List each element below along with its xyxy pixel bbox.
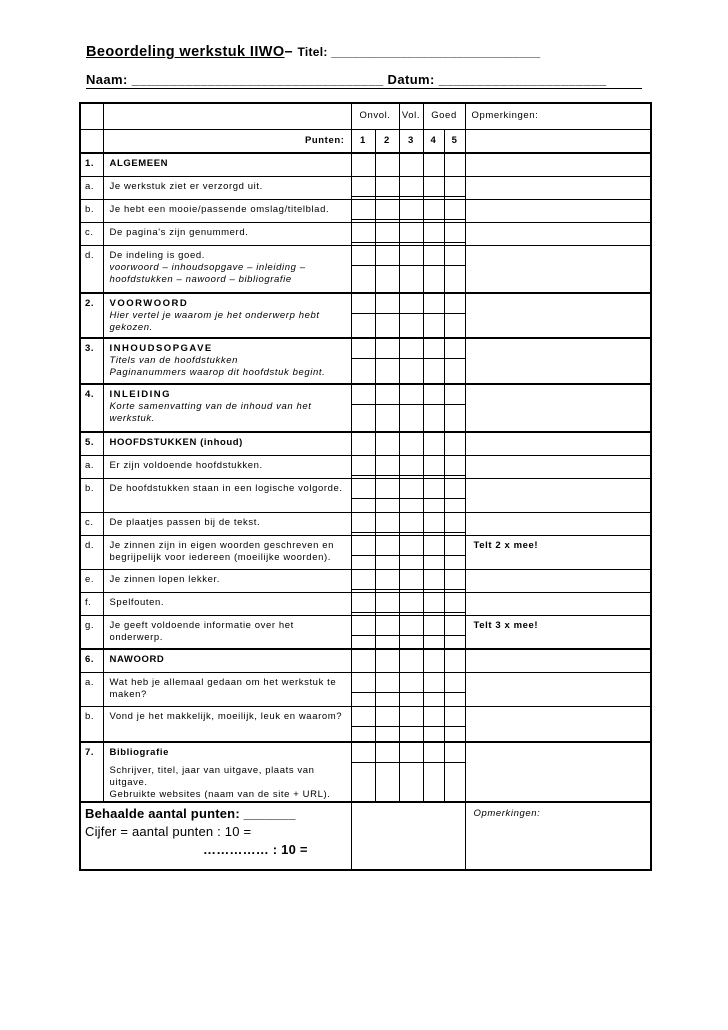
section-row: 6. NAWOORD [80,649,651,672]
score-box[interactable] [376,479,399,499]
weight-note: Telt 2 x mee! [465,535,651,569]
score-cell[interactable] [423,153,444,176]
totals-row [80,802,651,870]
score-cell[interactable] [351,455,375,478]
score-box[interactable] [400,294,423,314]
score-box[interactable] [400,616,423,636]
score-cell[interactable] [444,338,465,384]
score-cell[interactable] [399,338,423,384]
score-box[interactable] [424,246,444,266]
score-box[interactable] [352,743,375,763]
score-cell[interactable] [351,432,375,455]
score-box[interactable] [400,385,423,405]
score-box[interactable] [352,223,375,243]
score-box[interactable] [376,616,399,636]
score-box[interactable] [376,456,399,476]
criterion-row: g. Je geeft voldoende informatie over het onderwerp. Telt 3 x mee! [80,615,651,649]
col-vol: Vol. [399,103,423,129]
score-cell[interactable] [444,649,465,672]
score-box[interactable] [352,177,375,197]
score-box[interactable] [445,743,465,763]
score-cell[interactable] [351,153,375,176]
score-cell[interactable] [444,245,465,293]
score-box[interactable] [424,673,444,693]
section-title: Bibliografie [109,747,169,758]
points-row [80,129,651,153]
final-remarks[interactable]: Opmerkingen: [465,802,651,870]
score-box[interactable] [424,536,444,556]
score-3: 3 [399,129,423,153]
score-box[interactable] [424,570,444,590]
score-box[interactable] [352,593,375,613]
score-box[interactable] [376,743,399,763]
score-cell[interactable] [423,199,444,222]
score-cell[interactable] [375,478,399,512]
score-cell[interactable] [423,176,444,199]
score-cell[interactable] [351,478,375,512]
score-cell[interactable] [399,432,423,455]
score-box[interactable] [352,479,375,499]
score-cell[interactable] [423,615,444,649]
section-row: 4. INLEIDING Korte samenvatting van de inhoud van het werkstuk. [80,384,651,432]
score-box[interactable] [400,536,423,556]
section-title: INHOUDSOPGAVE [109,343,213,354]
score-box[interactable] [376,200,399,220]
score-box[interactable] [445,385,465,405]
score-cell[interactable] [399,535,423,569]
remark-cell[interactable] [465,649,651,672]
score-cell[interactable] [351,222,375,245]
score-cell[interactable] [399,222,423,245]
score-cell[interactable] [423,706,444,742]
score-cell[interactable] [375,245,399,293]
score-cell[interactable] [375,706,399,742]
score-box[interactable] [424,593,444,613]
score-box[interactable] [376,570,399,590]
score-box[interactable] [376,707,399,727]
section-title: VOORWOORD [109,298,189,309]
remark-cell[interactable] [465,199,651,222]
score-box[interactable] [376,673,399,693]
section-title: NAWOORD [103,649,351,672]
score-cell[interactable] [444,535,465,569]
score-cell[interactable] [423,338,444,384]
remark-cell[interactable] [465,432,651,455]
score-cell[interactable] [351,384,375,432]
score-cell[interactable] [423,535,444,569]
score-box[interactable] [376,339,399,359]
score-box[interactable] [376,513,399,533]
score-box[interactable] [352,339,375,359]
score-cell[interactable] [423,569,444,592]
score-cell[interactable] [399,592,423,615]
score-box[interactable] [400,223,423,243]
score-cell[interactable] [399,384,423,432]
score-box[interactable] [424,707,444,727]
score-box[interactable] [424,294,444,314]
score-cell[interactable] [351,569,375,592]
score-box[interactable] [445,177,465,197]
score-box[interactable] [400,200,423,220]
score-box[interactable] [445,339,465,359]
criterion-row: b. De hoofdstukken staan in een logische volgorde. [80,478,651,512]
remark-cell[interactable] [465,569,651,592]
remark-cell[interactable] [465,245,651,293]
score-box[interactable] [445,570,465,590]
score-cell[interactable] [351,338,375,384]
score-cell[interactable] [444,199,465,222]
title-field-label[interactable]: Titel: ______________________________ [297,45,541,59]
grade-calculation[interactable]: …………… : 10 = [203,842,308,857]
score-box[interactable] [400,246,423,266]
score-box[interactable] [424,479,444,499]
score-cell[interactable] [351,706,375,742]
score-box[interactable] [352,673,375,693]
score-cell[interactable] [444,384,465,432]
score-box[interactable] [400,479,423,499]
score-cell[interactable] [423,245,444,293]
score-cell[interactable] [444,478,465,512]
col-opmerkingen: Opmerkingen: [465,103,651,129]
score-box[interactable] [400,513,423,533]
score-cell[interactable] [423,222,444,245]
score-cell[interactable] [423,672,444,706]
score-box[interactable] [445,593,465,613]
score-box[interactable] [376,177,399,197]
score-4: 4 [423,129,444,153]
score-cell[interactable] [375,153,399,176]
score-cell[interactable] [351,512,375,535]
score-box[interactable] [400,707,423,727]
score-box[interactable] [352,707,375,727]
score-cell[interactable] [399,649,423,672]
score-cell[interactable] [399,245,423,293]
score-cell[interactable] [444,222,465,245]
score-box[interactable] [352,536,375,556]
score-cell[interactable] [423,384,444,432]
section-row: 3. INHOUDSOPGAVE Titels van de hoofdstukken Paginanummers waarop dit hoofdstuk begint. [80,338,651,384]
remark-cell[interactable] [465,672,651,706]
score-box[interactable] [400,570,423,590]
score-cell[interactable] [423,512,444,535]
section-row: 2. VOORWOORD Hier vertel je waarom je het onderwerp hebt gekozen. [80,293,651,338]
score-cell[interactable] [351,176,375,199]
remark-cell[interactable] [465,293,651,338]
score-box[interactable] [445,246,465,266]
score-cell[interactable] [423,293,444,338]
score-cell[interactable] [351,535,375,569]
form-title [86,44,541,60]
score-1: 1 [351,129,375,153]
totals-cell [80,802,351,870]
score-box[interactable] [400,673,423,693]
score-box[interactable] [352,616,375,636]
score-cell[interactable] [375,649,399,672]
score-cell[interactable] [423,432,444,455]
score-box[interactable] [424,513,444,533]
remark-cell[interactable] [465,384,651,432]
section-row: 7. Bibliografie Schrijver, titel, jaar van uitgave, plaats van uitgave. Gebruikte websites (naam van de site + URL). [80,742,651,802]
criterion-row: a. Je werkstuk ziet er verzorgd uit. [80,176,651,199]
remark-cell[interactable] [465,455,651,478]
score-box[interactable] [445,456,465,476]
score-cell[interactable] [351,199,375,222]
name-date-line[interactable]: Naam: _________________________________ Datum: ______________________ [86,72,607,87]
score-box[interactable] [376,294,399,314]
score-box[interactable] [445,707,465,727]
score-cell[interactable] [444,293,465,338]
score-cell[interactable] [444,432,465,455]
score-box[interactable] [352,385,375,405]
criterion-row: c. De pagina's zijn genummerd. [80,222,651,245]
score-cell[interactable] [444,569,465,592]
criterion-row: a. Er zijn voldoende hoofdstukken. [80,455,651,478]
total-points-field[interactable]: Behaalde aantal punten: _______ [85,806,296,821]
header-divider [86,88,642,89]
score-cell[interactable] [423,592,444,615]
score-box[interactable] [400,177,423,197]
score-cell[interactable] [375,742,399,802]
remark-cell[interactable] [465,338,651,384]
score-cell[interactable] [399,478,423,512]
score-cell[interactable] [375,672,399,706]
remark-cell[interactable] [465,222,651,245]
score-box[interactable] [400,743,423,763]
score-box[interactable] [424,200,444,220]
score-box[interactable] [400,339,423,359]
column-header-row [80,103,651,129]
remark-cell[interactable] [465,512,651,535]
score-box[interactable] [424,223,444,243]
score-cell[interactable] [375,222,399,245]
score-cell[interactable] [351,615,375,649]
score-cell[interactable] [351,742,375,802]
score-cell[interactable] [375,512,399,535]
score-box[interactable] [376,246,399,266]
score-cell[interactable] [423,742,444,802]
score-cell[interactable] [444,153,465,176]
score-cell[interactable] [399,706,423,742]
score-cell[interactable] [375,615,399,649]
section-row: 1. ALGEMEEN [80,153,651,176]
score-box[interactable] [352,456,375,476]
score-box[interactable] [445,513,465,533]
section-title: HOOFDSTUKKEN (inhoud) [103,432,351,455]
score-box[interactable] [424,743,444,763]
score-cell[interactable] [351,245,375,293]
remark-cell[interactable] [465,706,651,742]
score-cell[interactable] [375,592,399,615]
col-onvol: Onvol. [351,103,399,129]
score-cell[interactable] [399,293,423,338]
section-row: 5. HOOFDSTUKKEN (inhoud) [80,432,651,455]
title-main: Beoordeling werkstuk IIWO [86,44,285,60]
score-box[interactable] [376,536,399,556]
criterion-row: e. Je zinnen lopen lekker. [80,569,651,592]
score-cell[interactable] [444,742,465,802]
score-cell[interactable] [351,672,375,706]
score-cell[interactable] [444,176,465,199]
score-cell[interactable] [423,455,444,478]
score-box[interactable] [352,513,375,533]
score-cell[interactable] [399,455,423,478]
score-cell[interactable] [375,176,399,199]
score-box[interactable] [352,246,375,266]
score-box[interactable] [352,294,375,314]
score-cell[interactable] [399,672,423,706]
score-2: 2 [375,129,399,153]
score-box[interactable] [352,570,375,590]
remark-cell[interactable] [465,742,651,802]
score-cell[interactable] [399,569,423,592]
remark-cell[interactable] [465,592,651,615]
score-cell[interactable] [375,293,399,338]
score-box[interactable] [445,673,465,693]
title-dash: – [284,44,298,60]
score-box[interactable] [445,536,465,556]
criterion-row: b. Je hebt een mooie/passende omslag/titelblad. [80,199,651,222]
score-cell[interactable] [399,742,423,802]
weight-note: Telt 3 x mee! [465,615,651,649]
score-cell[interactable] [423,478,444,512]
score-cell[interactable] [399,512,423,535]
score-cell[interactable] [444,455,465,478]
score-cell[interactable] [399,176,423,199]
score-box[interactable] [376,223,399,243]
totals-blank-cell [351,802,465,870]
remark-cell[interactable] [465,478,651,512]
score-box[interactable] [376,385,399,405]
remark-cell[interactable] [465,153,651,176]
score-cell[interactable] [399,199,423,222]
criterion-row: a. Wat heb je allemaal gedaan om het werkstuk te maken? [80,672,651,706]
points-label: Punten: [103,129,351,153]
score-box[interactable] [424,177,444,197]
score-cell[interactable] [375,384,399,432]
score-cell[interactable] [444,672,465,706]
score-box[interactable] [400,456,423,476]
assessment-table [79,102,652,871]
score-cell[interactable] [375,535,399,569]
score-box[interactable] [424,339,444,359]
grade-formula: Cijfer = aantal punten : 10 = [85,824,252,839]
criterion-row: d. Je zinnen zijn in eigen woorden geschreven en begrijpelijk voor iedereen (moeilijke woorden). Telt 2 x mee! [80,535,651,569]
score-box[interactable] [445,616,465,636]
score-box[interactable] [424,456,444,476]
score-box[interactable] [400,593,423,613]
col-goed: Goed [423,103,465,129]
score-cell[interactable] [444,615,465,649]
score-cell[interactable] [444,592,465,615]
criterion-row: f. Spelfouten. [80,592,651,615]
criterion-row: b. Vond je het makkelijk, moeilijk, leuk en waarom? [80,706,651,742]
score-cell[interactable] [399,615,423,649]
score-cell[interactable] [375,569,399,592]
score-box[interactable] [424,385,444,405]
score-box[interactable] [445,294,465,314]
score-box[interactable] [424,616,444,636]
score-cell[interactable] [423,649,444,672]
score-cell[interactable] [375,432,399,455]
score-cell[interactable] [375,338,399,384]
score-box[interactable] [445,479,465,499]
score-cell[interactable] [351,592,375,615]
remark-cell[interactable] [465,176,651,199]
score-cell[interactable] [375,199,399,222]
criterion-row: d. De indeling is goed. voorwoord – inhoudsopgave – inleiding – hoofdstukken – nawoord – bibliografie [80,245,651,293]
score-box[interactable] [445,200,465,220]
score-cell[interactable] [351,293,375,338]
score-box[interactable] [352,200,375,220]
score-cell[interactable] [399,153,423,176]
score-cell[interactable] [444,706,465,742]
score-box[interactable] [445,223,465,243]
section-title: ALGEMEEN [103,153,351,176]
section-title: INLEIDING [109,389,172,400]
score-cell[interactable] [351,649,375,672]
score-box[interactable] [376,593,399,613]
score-cell[interactable] [444,512,465,535]
score-5: 5 [444,129,465,153]
criterion-row: c. De plaatjes passen bij de tekst. [80,512,651,535]
score-cell[interactable] [375,455,399,478]
